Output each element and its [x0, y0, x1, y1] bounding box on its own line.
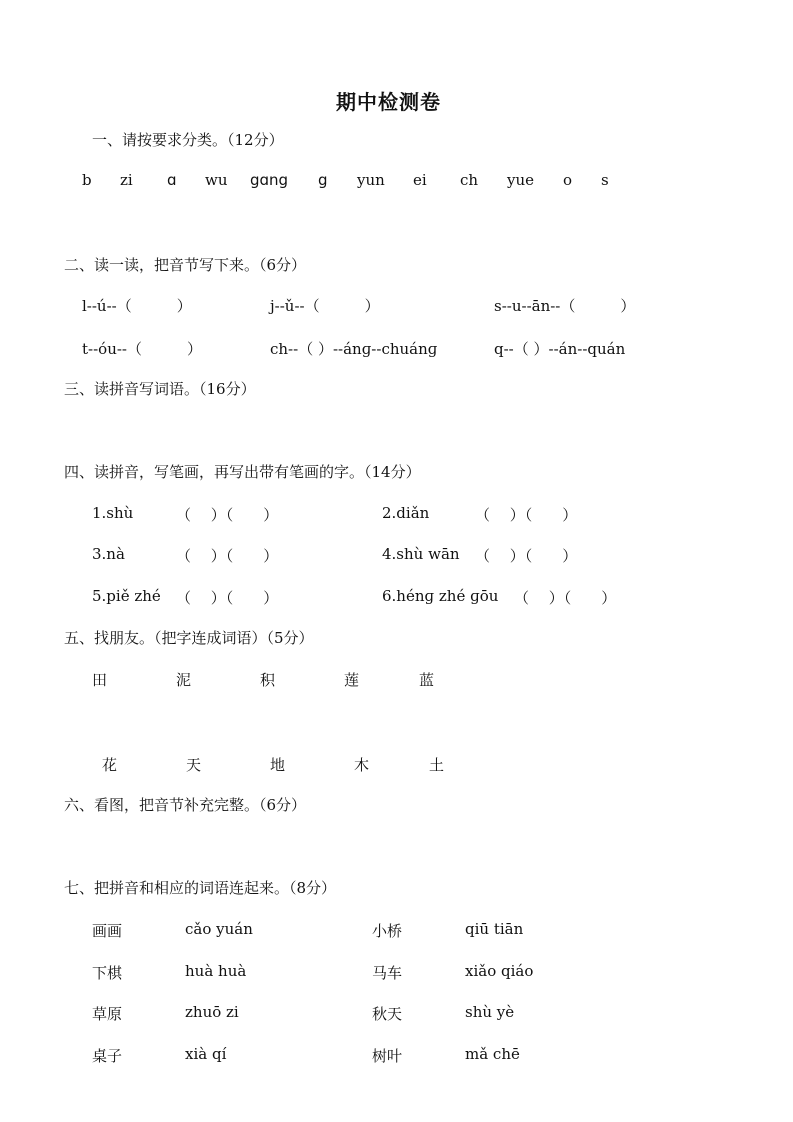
word-left: 草原: [92, 1005, 123, 1023]
pinyin-item: b: [82, 171, 92, 189]
pinyin-left: huà huà: [185, 962, 247, 980]
word-right: 树叶: [372, 1047, 403, 1065]
pinyin-item: s: [601, 171, 609, 189]
syllable-exercise: t--óu--（ ）: [82, 340, 202, 358]
section-1-heading: 一、请按要求分类。（12分）: [92, 131, 284, 149]
word-right: 小桥: [372, 922, 403, 940]
stroke-blanks: （ ）（ ）: [475, 506, 578, 524]
section-4-heading: 四、读拼音，写笔画，再写出带有笔画的字。（14分）: [64, 463, 421, 481]
char-bottom: 土: [429, 756, 445, 774]
syllable-exercise: q--（ ）--án--quán: [494, 340, 626, 358]
char-top: 泥: [176, 671, 192, 689]
stroke-label: 5.piě zhé: [92, 587, 161, 605]
pinyin-item: gɑng: [250, 171, 289, 189]
pinyin-right: xiǎo qiáo: [465, 962, 534, 980]
char-bottom: 木: [354, 756, 370, 774]
pinyin-item: o: [563, 171, 573, 189]
stroke-blanks: （ ）（ ）: [475, 547, 578, 565]
section-2-heading: 二、读一读，把音节写下来。（6分）: [64, 256, 307, 274]
syllable-exercise: ch--（ ）--ánɡ--chuánɡ: [270, 340, 438, 358]
char-bottom: 花: [102, 756, 118, 774]
pinyin-item: yue: [507, 171, 535, 189]
pinyin-item: yun: [357, 171, 385, 189]
stroke-blanks: （ ）（ ）: [176, 589, 279, 607]
pinyin-item: g: [318, 171, 328, 189]
section-7-heading: 七、把拼音和相应的词语连起来。（8分）: [64, 879, 337, 897]
stroke-blanks: （ ）（ ）: [176, 547, 279, 565]
stroke-blanks: （ ）（ ）: [514, 589, 617, 607]
pinyin-item: ch: [460, 171, 479, 189]
char-top: 蓝: [419, 671, 435, 689]
stroke-label: 6.hénɡ zhé ɡōu: [382, 587, 499, 605]
char-top: 积: [260, 671, 276, 689]
char-bottom: 天: [186, 756, 202, 774]
word-left: 桌子: [92, 1047, 123, 1065]
word-left: 画画: [92, 922, 123, 940]
page-title: 期中检测卷: [336, 90, 441, 114]
stroke-label: 2.diǎn: [382, 504, 430, 522]
pinyin-left: xià qí: [185, 1045, 227, 1063]
word-right: 马车: [372, 964, 403, 982]
pinyin-right: qiū tiān: [465, 920, 524, 938]
syllable-exercise: j--ǔ--（ ）: [270, 297, 380, 315]
pinyin-left: cǎo yuán: [185, 920, 253, 938]
pinyin-left: zhuō zi: [185, 1003, 239, 1021]
stroke-label: 1.shù: [92, 504, 134, 522]
section-3-heading: 三、读拼音写词语。（16分）: [64, 380, 256, 398]
pinyin-item: wu: [205, 171, 228, 189]
syllable-exercise: s--u--ān--（ ）: [494, 297, 636, 315]
pinyin-item: ei: [413, 171, 427, 189]
pinyin-right: mǎ chē: [465, 1045, 520, 1063]
stroke-label: 3.nà: [92, 545, 125, 563]
char-top: 莲: [344, 671, 360, 689]
char-bottom: 地: [270, 756, 286, 774]
stroke-label: 4.shù wān: [382, 545, 460, 563]
syllable-exercise: l--ú--（ ）: [82, 297, 192, 315]
pinyin-item: ɑ: [167, 171, 177, 189]
section-6-heading: 六、看图，把音节补充完整。（6分）: [64, 796, 307, 814]
stroke-blanks: （ ）（ ）: [176, 506, 279, 524]
pinyin-right: shù yè: [465, 1003, 515, 1021]
section-5-heading: 五、找朋友。（把字连成词语）（5分）: [64, 629, 314, 647]
word-left: 下棋: [92, 964, 123, 982]
pinyin-item: zi: [120, 171, 133, 189]
word-right: 秋天: [372, 1005, 403, 1023]
char-top: 田: [92, 671, 108, 689]
